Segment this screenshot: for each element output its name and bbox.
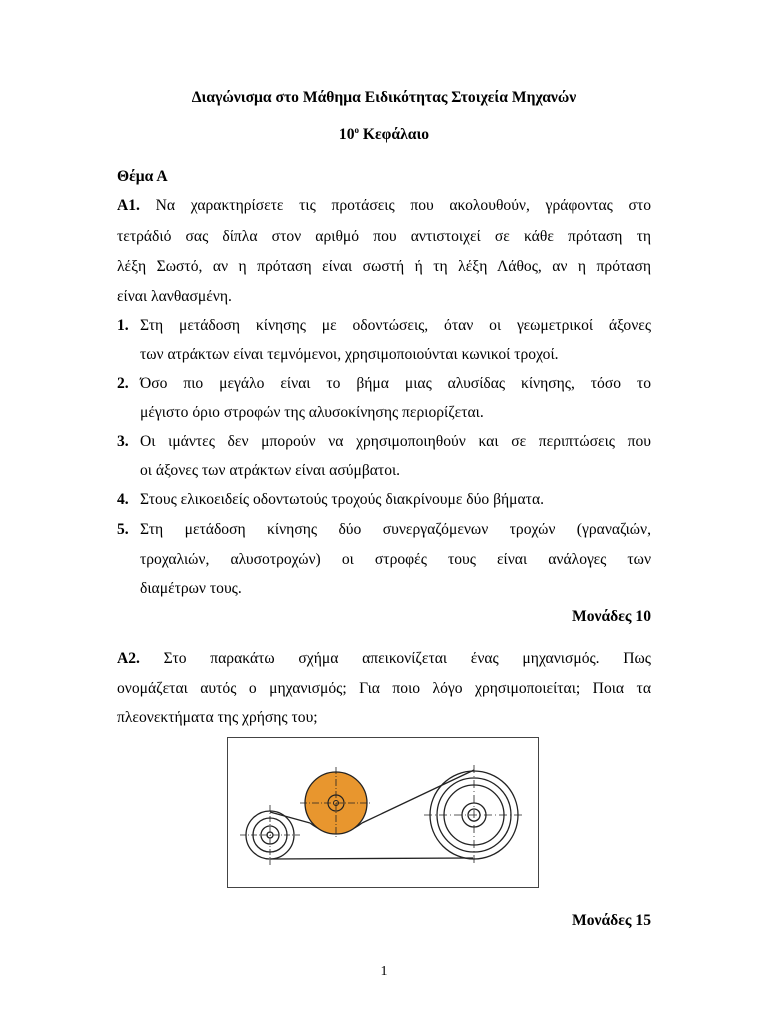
a1-intro-line-2: τετράδιό σας δίπλα στον αριθμό που αντιστοιχεί σε κάθε πρόταση τη — [117, 228, 651, 245]
chapter-superscript: ο — [354, 125, 359, 135]
item-3-line-2: οι άξονες των ατράκτων είναι ασύμβατοι. — [140, 462, 401, 479]
belt-lower — [270, 858, 473, 859]
a1-label: Α1. — [117, 197, 140, 214]
item-1-line-2: των ατράκτων είναι τεμνόμενοι, χρησιμοποιούνται κωνικοί τροχοί. — [140, 346, 559, 363]
tensioner-pulley — [300, 767, 372, 839]
belt-drive-figure — [227, 737, 539, 888]
a2-text-1: Στο παρακάτω σχήμα απεικονίζεται ένας μηχανισμός. Πως — [139, 650, 651, 667]
item-1-number: 1. — [117, 317, 129, 334]
belt-drive-illustration — [228, 738, 537, 886]
item-5-line-3: διαμέτρων τους. — [140, 580, 242, 597]
a1-intro-text-1: Να χαρακτηρίσετε τις προτάσεις που ακολουθούν, γράφοντας στο — [139, 197, 651, 214]
chapter-number: 10 — [338, 126, 355, 144]
item-1-line-1: Στη μετάδοση κίνησης με οδοντώσεις, όταν οι γεωμετρικοί άξονες — [140, 317, 651, 334]
chapter-word: Κεφάλαιο — [358, 126, 430, 144]
item-2-number: 2. — [117, 375, 129, 392]
exam-title: Διαγώνισμα στο Μάθημα Ειδικότητας Στοιχεία Μηχανών — [191, 89, 577, 106]
a2-line-2: ονομάζεται αυτός ο μηχανισμός; Για ποιο λόγο χρησιμοποιείται; Ποια τα — [117, 680, 651, 697]
item-3-line-1: Οι ιμάντες δεν μπορούν να χρησιμοποιηθούν και σε περιπτώσεις που — [140, 433, 651, 450]
a2-marks: Μονάδες 15 — [571, 912, 651, 929]
a2-label: Α2. — [117, 650, 140, 667]
large-pulley — [424, 765, 524, 865]
page-number: 1 — [380, 964, 388, 979]
a2-line-1 — [117, 649, 651, 669]
chapter-heading — [117, 120, 651, 145]
item-2-line-1: Όσο πιο μεγάλο είναι το βήμα μιας αλυσίδας κίνησης, τόσο το — [140, 375, 651, 392]
a1-intro-line-1 — [117, 196, 651, 216]
a1-intro-line-3: λέξη Σωστό, αν η πρόταση είναι σωστή ή τη λέξη Λάθος, αν η πρόταση — [117, 258, 651, 275]
small-pulley — [240, 805, 300, 865]
a2-line-3: πλεονεκτήματα της χρήσης του; — [117, 709, 318, 726]
a1-marks: Μονάδες 10 — [571, 608, 651, 625]
section-title: Θέμα Α — [117, 168, 168, 185]
item-4-number: 4. — [117, 491, 129, 508]
item-3-number: 3. — [117, 433, 129, 450]
item-5-number: 5. — [117, 521, 129, 538]
item-5-line-1: Στη μετάδοση κίνησης δύο συνεργαζόμενων τροχών (γραναζιών, — [140, 521, 651, 538]
a1-intro-line-4: είναι λανθασμένη. — [117, 288, 232, 305]
item-4-line-1: Στους ελικοειδείς οδοντωτούς τροχούς διακρίνουμε δύο βήματα. — [140, 491, 545, 508]
item-2-line-2: μέγιστο όριο στροφών της αλυσοκίνησης περιορίζεται. — [140, 404, 484, 421]
item-5-line-2: τροχαλιών, αλυσοτροχών) οι στροφές τους είναι ανάλογες των — [140, 551, 651, 568]
